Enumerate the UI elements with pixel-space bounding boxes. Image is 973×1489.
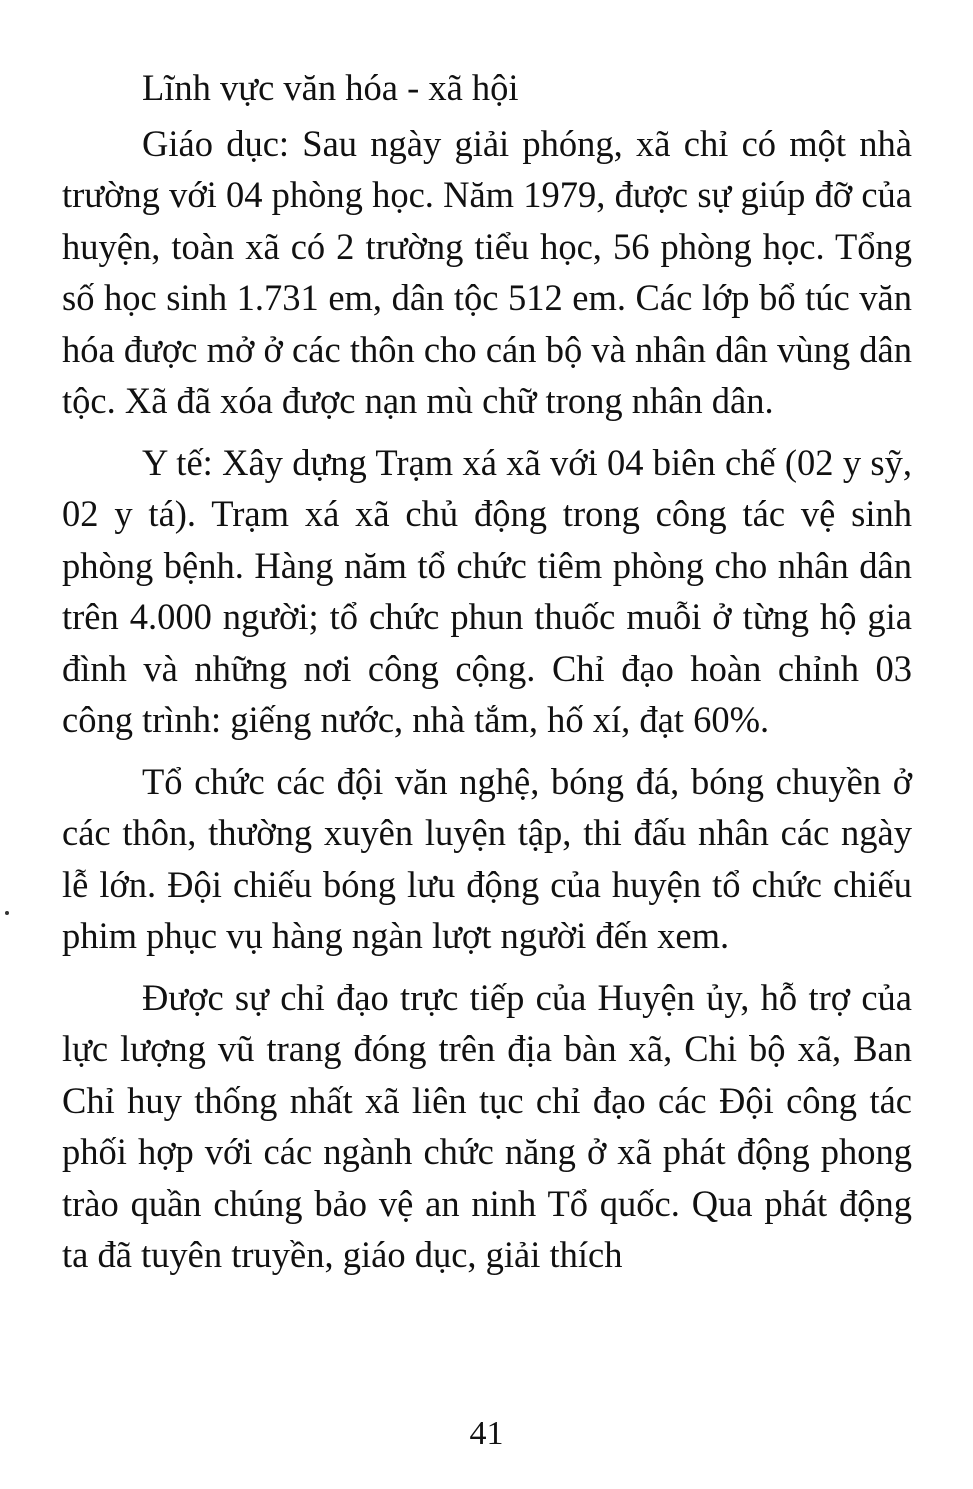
body-text (62, 62, 912, 1291)
section-heading: Lĩnh vực văn hóa - xã hội (142, 67, 519, 108)
paragraph-health: Y tế: Xây dựng Trạm xá xã với 04 biên chế (02 y sỹ, 02 y tá). Trạm xá xã chủ động trong công tác vệ sinh phòng bệnh. Hàng năm tổ chức tiêm phòng cho nhân dân trên 4.000 người; tổ chức phun thuốc muỗi ở từng hộ gia đình và những nơi công cộng. Chỉ đạo hoàn chỉnh 03 công trình: giếng nước, nhà tắm, hố xí, đạt 60%. (62, 441, 912, 740)
paragraph-culture-sports: Tổ chức các đội văn nghệ, bóng đá, bóng chuyền ở các thôn, thường xuyên luyện tập, thi đấu nhân các ngày lễ lớn. Đội chiếu bóng lưu động của huyện tổ chức chiếu phim phục vụ hàng ngàn lượt người đến xem. (62, 760, 912, 956)
scan-speck (5, 911, 9, 915)
page-number: 41 (469, 1415, 504, 1452)
paragraph-education: Giáo dục: Sau ngày giải phóng, xã chỉ có một nhà trường với 04 phòng học. Năm 1979, được sự giúp đỡ của huyện, toàn xã có 2 trường tiểu học, 56 phòng học. Tổng số học sinh 1.731 em, dân tộc 512 em. Các lớp bổ túc văn hóa được mở ở các thôn cho cán bộ và nhân dân vùng dân tộc. Xã đã xóa được nạn mù chữ trong nhân dân. (62, 122, 912, 421)
paragraph-security: Được sự chỉ đạo trực tiếp của Huyện ủy, hỗ trợ của lực lượng vũ trang đóng trên địa bàn xã, Chi bộ xã, Ban Chỉ huy thống nhất xã liên tục chỉ đạo các Đội công tác phối hợp với các ngành chức năng ở xã phát động phong trào quần chúng bảo vệ an ninh Tổ quốc. Qua phát động ta đã tuyên truyền, giáo dục, giải thích (62, 976, 912, 1275)
